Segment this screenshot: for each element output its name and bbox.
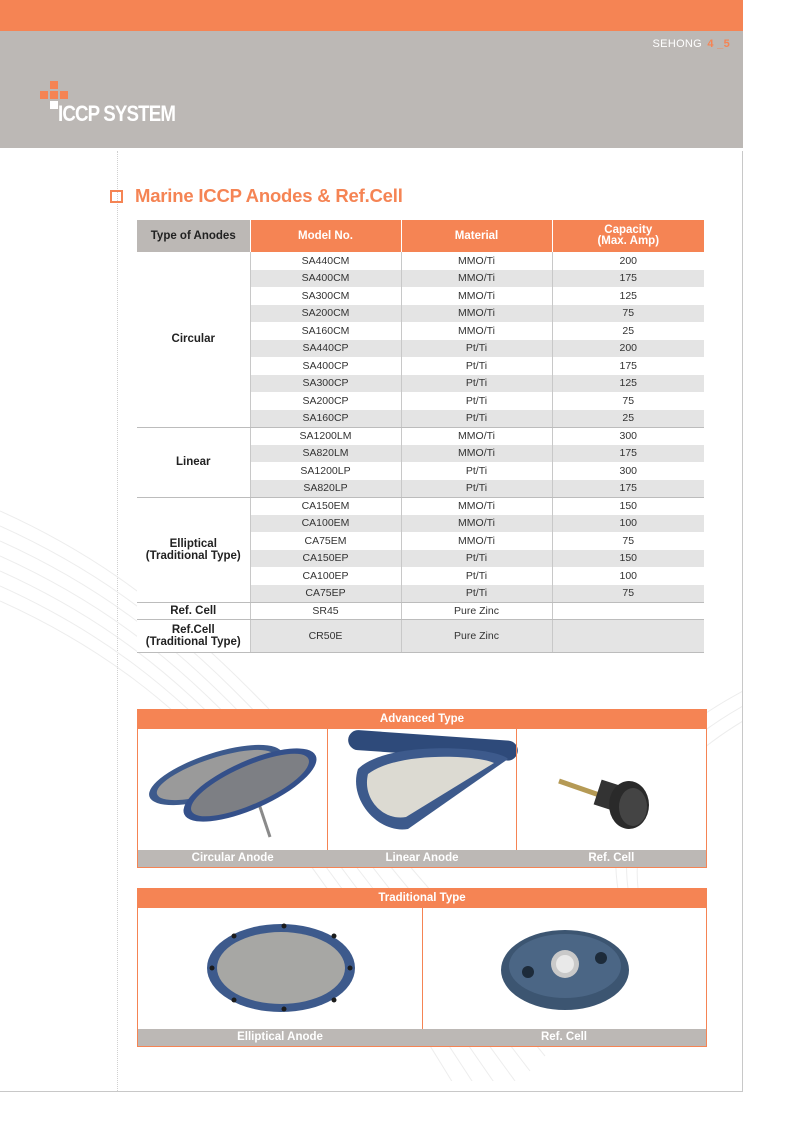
table-row bbox=[137, 497, 704, 515]
label-circular-anode: Circular Anode bbox=[191, 852, 274, 864]
table-body bbox=[137, 252, 704, 653]
material-cell: Pt/Ti bbox=[401, 480, 552, 498]
capacity-cell: 200 bbox=[552, 340, 704, 358]
anode-type-label: Elliptical bbox=[169, 537, 217, 550]
header-type: Type of Anodes bbox=[137, 220, 250, 252]
section-title: Marine ICCP Anodes & Ref.Cell bbox=[135, 185, 403, 206]
capacity-cell: 75 bbox=[552, 305, 704, 323]
capacity-cell: 150 bbox=[552, 550, 704, 568]
table-row bbox=[137, 252, 704, 270]
model-cell: CA75EM bbox=[250, 532, 401, 550]
anode-type-cell bbox=[137, 602, 250, 620]
page-header-title: ICCP SYSTEM bbox=[58, 101, 176, 126]
capacity-cell: 100 bbox=[552, 515, 704, 533]
capacity-cell bbox=[552, 620, 704, 653]
traditional-type-panel bbox=[137, 888, 707, 1047]
page-number bbox=[653, 38, 730, 50]
label-ref-cell-advanced: Ref. Cell bbox=[588, 852, 635, 864]
table-header-row bbox=[137, 220, 704, 252]
capacity-cell: 25 bbox=[552, 410, 704, 428]
capacity-cell: 125 bbox=[619, 289, 638, 302]
ref-cell-traditional-image bbox=[423, 908, 707, 1029]
circular-anode-image bbox=[138, 729, 327, 850]
header-material: Material bbox=[401, 220, 552, 252]
model-cell: SA440CM bbox=[250, 252, 401, 270]
capacity-cell bbox=[552, 602, 704, 620]
header-capacity-line1: Capacity bbox=[604, 224, 653, 236]
material-cell: MMO/Ti bbox=[401, 532, 552, 550]
header-capacity bbox=[552, 220, 704, 252]
material-cell: MMO/Ti bbox=[401, 252, 552, 270]
model-cell: CA100EM bbox=[250, 515, 401, 533]
traditional-labels bbox=[138, 1029, 706, 1046]
capacity-cell: 75 bbox=[622, 394, 635, 407]
model-cell: SA300CM bbox=[250, 287, 401, 305]
model-cell: SA160CM bbox=[250, 322, 401, 340]
anode-type-cell bbox=[137, 620, 250, 653]
advanced-labels bbox=[138, 850, 706, 867]
capacity-cell: 25 bbox=[622, 324, 635, 337]
capacity-cell: 175 bbox=[552, 445, 704, 463]
page-number-value: 4 _5 bbox=[707, 38, 730, 50]
model-cell: SA820LP bbox=[250, 480, 401, 498]
model-cell: CA150EP bbox=[250, 550, 401, 568]
capacity-cell: 75 bbox=[622, 534, 635, 547]
material-cell: Pt/Ti bbox=[401, 462, 552, 480]
model-cell: SA400CP bbox=[250, 357, 401, 375]
material-cell: MMO/Ti bbox=[401, 287, 552, 305]
anode-type-label: Ref. Cell bbox=[170, 604, 217, 617]
header-model: Model No. bbox=[250, 220, 401, 252]
material-cell: MMO/Ti bbox=[401, 515, 552, 533]
material-cell: Pt/Ti bbox=[401, 410, 552, 428]
anode-type-sublabel: (Traditional Type) bbox=[145, 549, 241, 562]
material-cell: MMO/Ti bbox=[401, 427, 552, 445]
label-ref-cell-traditional: Ref. Cell bbox=[540, 1031, 587, 1043]
material-cell: Pt/Ti bbox=[401, 357, 552, 375]
capacity-cell: 175 bbox=[619, 359, 638, 372]
model-cell: SA440CP bbox=[250, 340, 401, 358]
material-cell: MMO/Ti bbox=[401, 322, 552, 340]
anode-type-sublabel: (Traditional Type) bbox=[145, 636, 241, 648]
material-cell: Pt/Ti bbox=[401, 375, 552, 393]
ref-cell-advanced-image bbox=[516, 729, 706, 850]
anodes-table bbox=[137, 220, 704, 653]
capacity-cell: 300 bbox=[619, 430, 638, 442]
traditional-panel-title: Traditional Type bbox=[138, 889, 706, 908]
capacity-cell: 200 bbox=[619, 254, 638, 267]
model-cell: SA300CP bbox=[250, 375, 401, 393]
capacity-cell: 75 bbox=[552, 585, 704, 603]
material-cell: MMO/Ti bbox=[401, 270, 552, 288]
capacity-cell: 125 bbox=[552, 375, 704, 393]
model-cell: SA200CM bbox=[250, 305, 401, 323]
material-cell: MMO/Ti bbox=[401, 305, 552, 323]
header-band bbox=[0, 31, 743, 148]
top-accent-bar bbox=[0, 0, 743, 31]
model-cell: SA400CM bbox=[250, 270, 401, 288]
anode-type-label: Linear bbox=[175, 456, 211, 468]
capacity-cell: 300 bbox=[619, 464, 638, 477]
label-elliptical-anode: Elliptical Anode bbox=[237, 1031, 323, 1043]
model-cell: CA100EP bbox=[250, 567, 401, 585]
table-row bbox=[137, 602, 704, 620]
elliptical-anode-image bbox=[138, 908, 423, 1029]
capacity-cell: 150 bbox=[619, 500, 638, 512]
table-row bbox=[137, 427, 704, 445]
material-cell: Pt/Ti bbox=[401, 585, 552, 603]
advanced-type-panel bbox=[137, 709, 707, 868]
model-cell: SR45 bbox=[250, 602, 401, 620]
model-cell: CA150EM bbox=[250, 497, 401, 515]
anode-type-cell bbox=[137, 252, 250, 427]
material-cell: Pure Zinc bbox=[401, 602, 552, 620]
label-linear-anode: Linear Anode bbox=[385, 852, 459, 864]
material-cell: Pure Zinc bbox=[401, 620, 552, 653]
model-cell: SA1200LM bbox=[250, 427, 401, 445]
model-cell: SA1200LP bbox=[250, 462, 401, 480]
material-cell: MMO/Ti bbox=[401, 497, 552, 515]
material-cell: Pt/Ti bbox=[401, 340, 552, 358]
square-bullet-icon bbox=[110, 190, 123, 203]
model-cell: SA820LM bbox=[250, 445, 401, 463]
material-cell: Pt/Ti bbox=[401, 550, 552, 568]
anode-type-cell bbox=[137, 427, 250, 497]
model-cell: CR50E bbox=[250, 620, 401, 653]
brand-name: SEHONG bbox=[652, 38, 703, 50]
material-cell: Pt/Ti bbox=[401, 392, 552, 410]
material-cell: Pt/Ti bbox=[401, 567, 552, 585]
capacity-cell: 175 bbox=[552, 270, 704, 288]
anode-type-label: Ref.Cell bbox=[171, 624, 215, 636]
model-cell: SA200CP bbox=[250, 392, 401, 410]
model-cell: CA75EP bbox=[250, 585, 401, 603]
linear-anode-image bbox=[327, 729, 517, 850]
header-capacity-line2: (Max. Amp) bbox=[597, 235, 660, 247]
model-cell: SA160CP bbox=[250, 410, 401, 428]
advanced-panel-title: Advanced Type bbox=[138, 710, 706, 729]
anode-type-cell bbox=[137, 497, 250, 602]
table-row bbox=[137, 620, 704, 653]
section-heading bbox=[110, 185, 403, 207]
capacity-cell: 175 bbox=[552, 480, 704, 498]
anode-type-label: Circular bbox=[171, 333, 215, 346]
material-cell: MMO/Ti bbox=[401, 445, 552, 463]
capacity-cell: 100 bbox=[619, 569, 638, 582]
